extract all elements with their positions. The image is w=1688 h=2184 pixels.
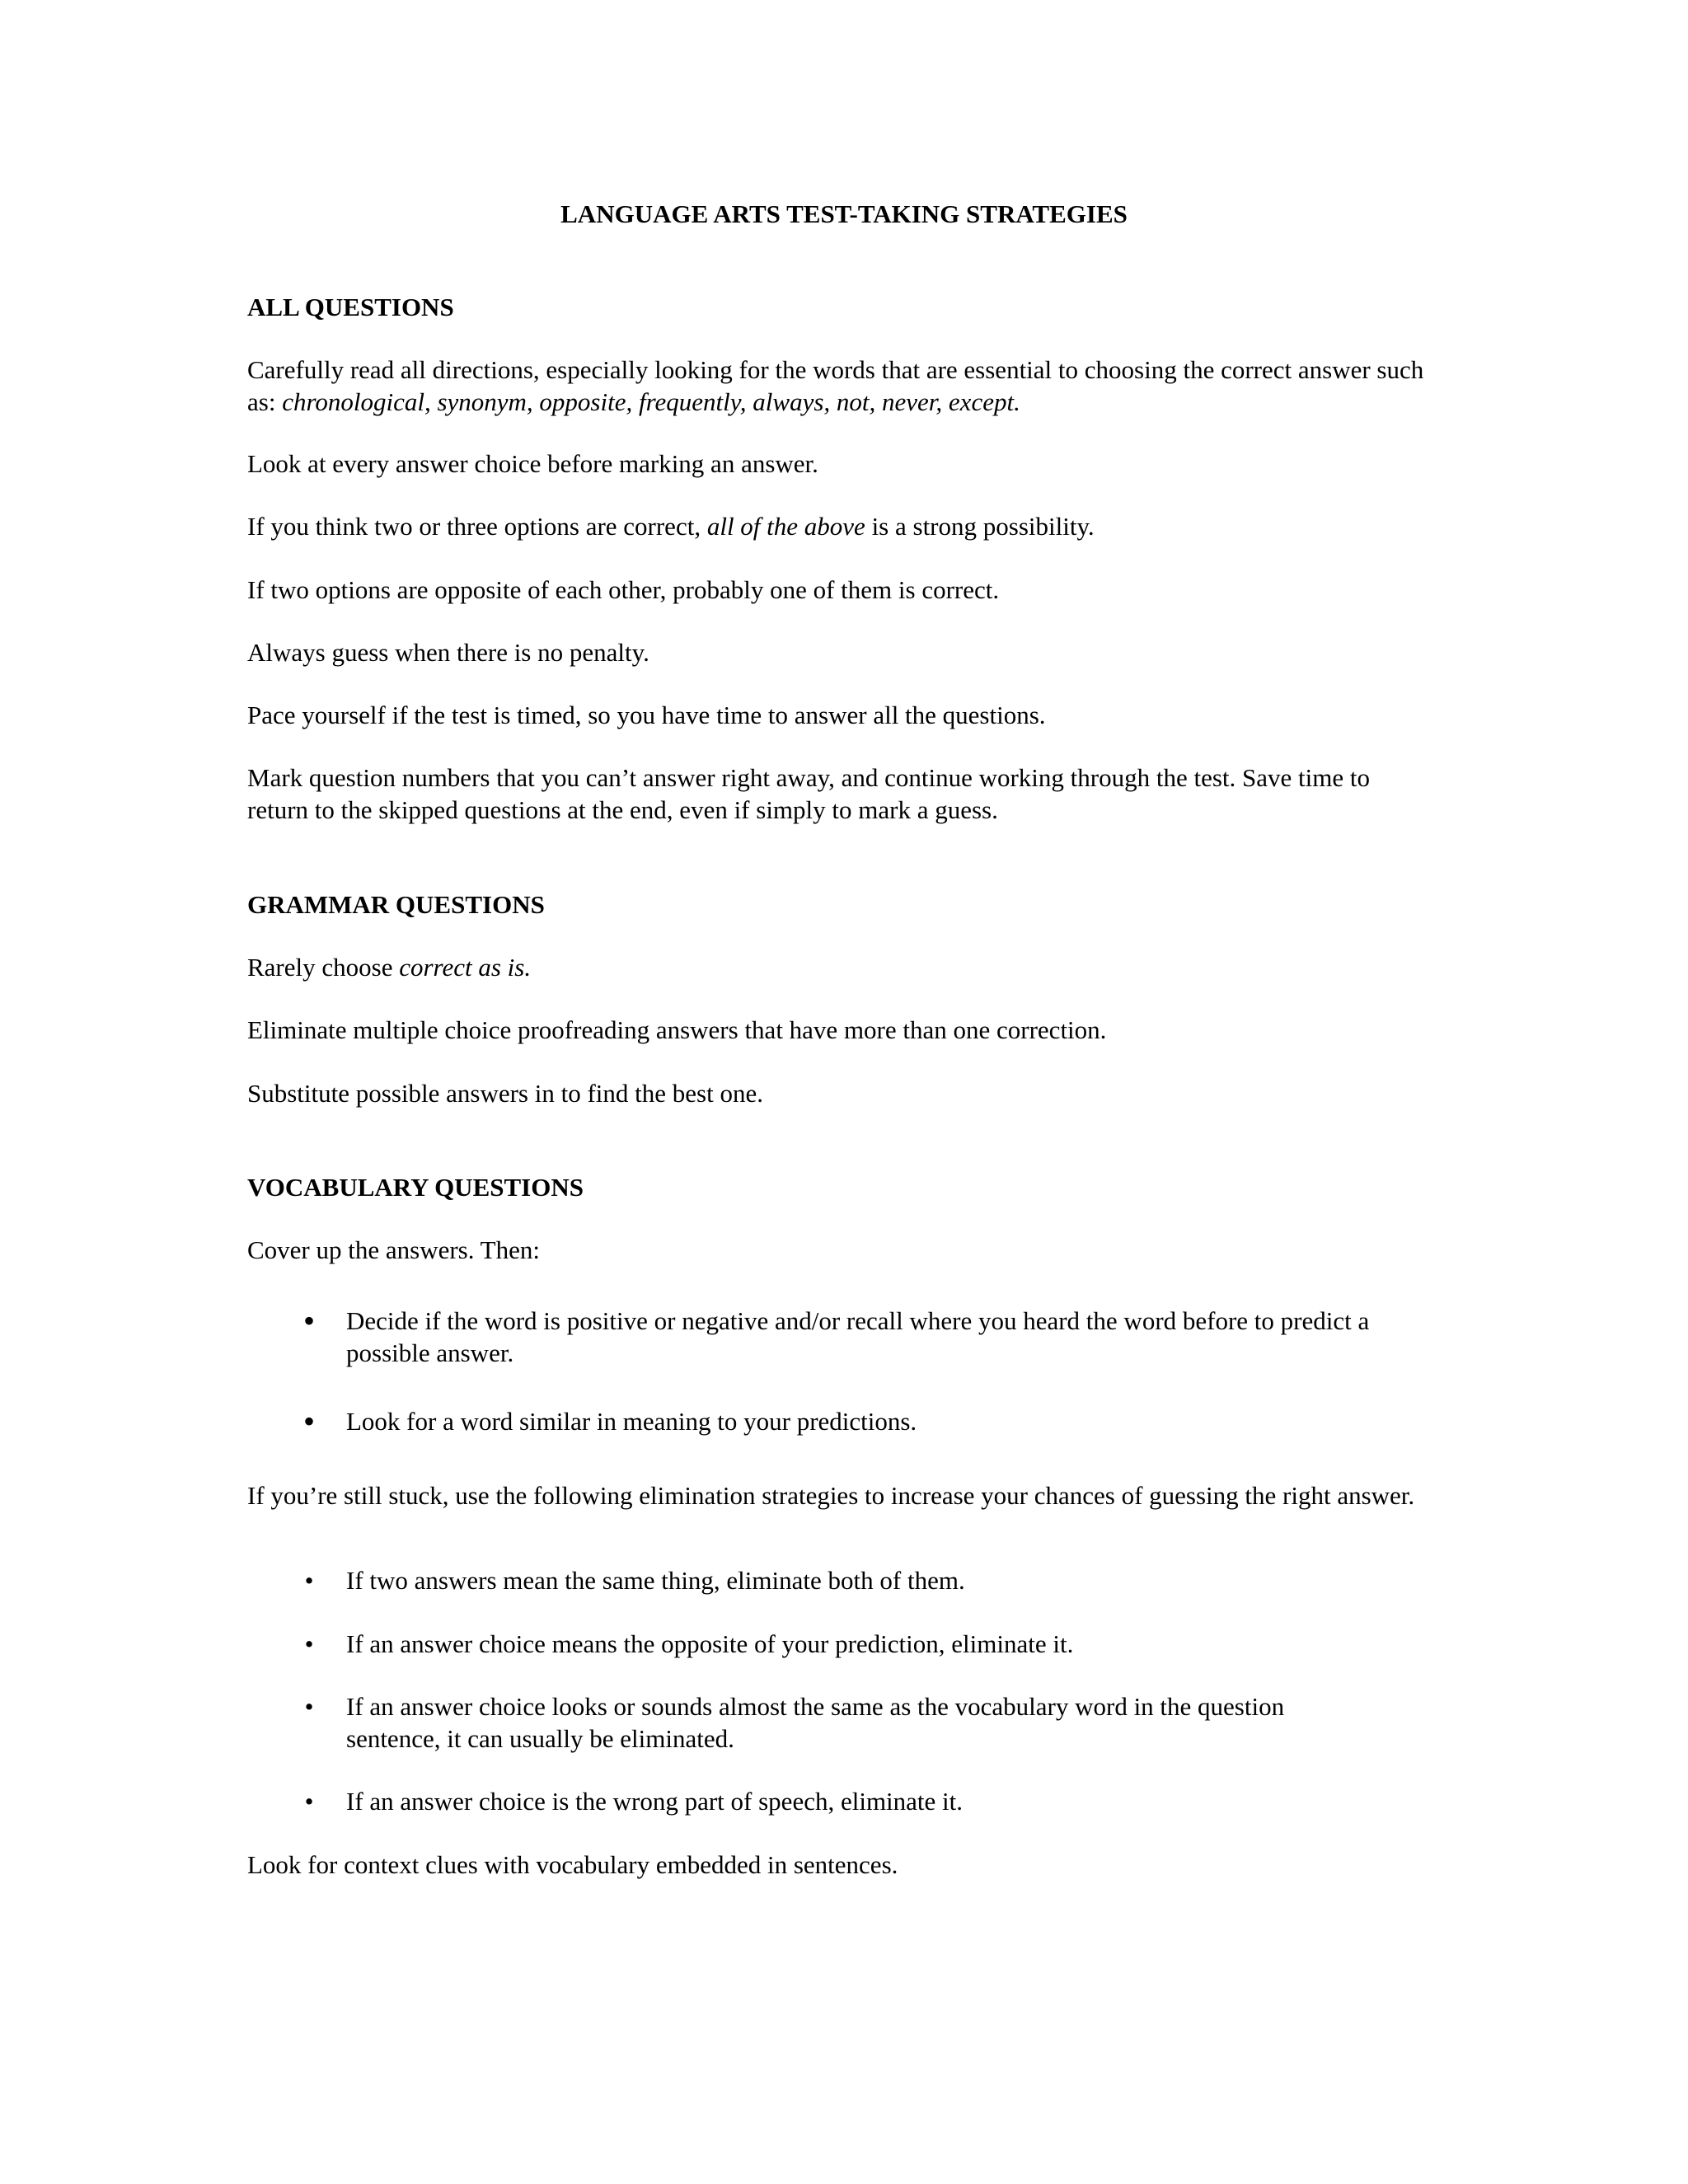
document-title: LANGUAGE ARTS TEST-TAKING STRATEGIES [560,199,1128,228]
paragraph-opposite-options: If two options are opposite of each other, probably one of them is correct. [247,575,1000,604]
bullet-icon: • [304,1787,314,1816]
paragraph-text: Rarely choose [247,953,400,982]
paragraph-read-directions [247,354,1442,418]
section-heading-grammar-questions: GRAMMAR QUESTIONS [247,890,545,919]
paragraph-rarely-choose [247,951,1442,983]
paragraph-pace-yourself: Pace yourself if the test is timed, so you have time to answer all the questions. [247,701,1046,729]
section-heading-vocabulary-questions: VOCABULARY QUESTIONS [247,1173,584,1202]
list-item-text: If an answer choice looks or sounds almost the same as the vocabulary word in the question sentence, it can usually be eliminated. [346,1692,1285,1753]
list-item-text: Look for a word similar in meaning to your predictions. [346,1407,917,1436]
paragraph-text: is a strong possibility. [865,512,1095,541]
bullet-icon: • [304,1566,314,1595]
bullet-icon: • [302,1302,315,1339]
list-item-text: If an answer choice means the opposite of your prediction, eliminate it. [346,1629,1074,1658]
paragraph-mark-question-numbers: Mark question numbers that you can’t answer right away, and continue working through the test. Save time to return to the skipped questions at the end, even if simply to mark a guess. [247,763,1370,824]
paragraph-look-every-choice: Look at every answer choice before marking an answer. [247,449,818,478]
list-item-text: If two answers mean the same thing, eliminate both of them. [346,1566,965,1595]
paragraph-all-of-above [247,510,1442,542]
bullet-icon: • [304,1692,314,1721]
list-item-text: Decide if the word is positive or negative and/or recall where you heard the word before to predict a possible answer. [346,1306,1370,1367]
bullet-icon: • [302,1403,315,1440]
paragraph-eliminate-multiple: Eliminate multiple choice proofreading answers that have more than one correction. [247,1015,1107,1044]
paragraph-context-clues: Look for context clues with vocabulary embedded in sentences. [247,1850,898,1879]
paragraph-text: Carefully read all directions, especially looking for the words that are essential to choosing the correct answer such as: [247,355,1424,416]
paragraph-text: If you think two or three options are correct, [247,512,707,541]
paragraph-substitute-answers: Substitute possible answers in to find the best one. [247,1079,763,1108]
italic-keywords: chronological, synonym, opposite, frequently, always, not, never, except. [282,387,1020,416]
section-heading-all-questions: ALL QUESTIONS [247,293,454,321]
list-item-text: If an answer choice is the wrong part of speech, eliminate it. [346,1787,964,1816]
paragraph-still-stuck: If you’re still stuck, use the following elimination strategies to increase your chances of guessing the right answer. [247,1481,1415,1510]
italic-phrase: correct as is. [399,953,532,982]
italic-phrase: all of the above [706,512,865,541]
paragraph-always-guess: Always guess when there is no penalty. [247,638,649,667]
paragraph-cover-answers: Cover up the answers. Then: [247,1235,540,1264]
bullet-icon: • [304,1629,314,1658]
